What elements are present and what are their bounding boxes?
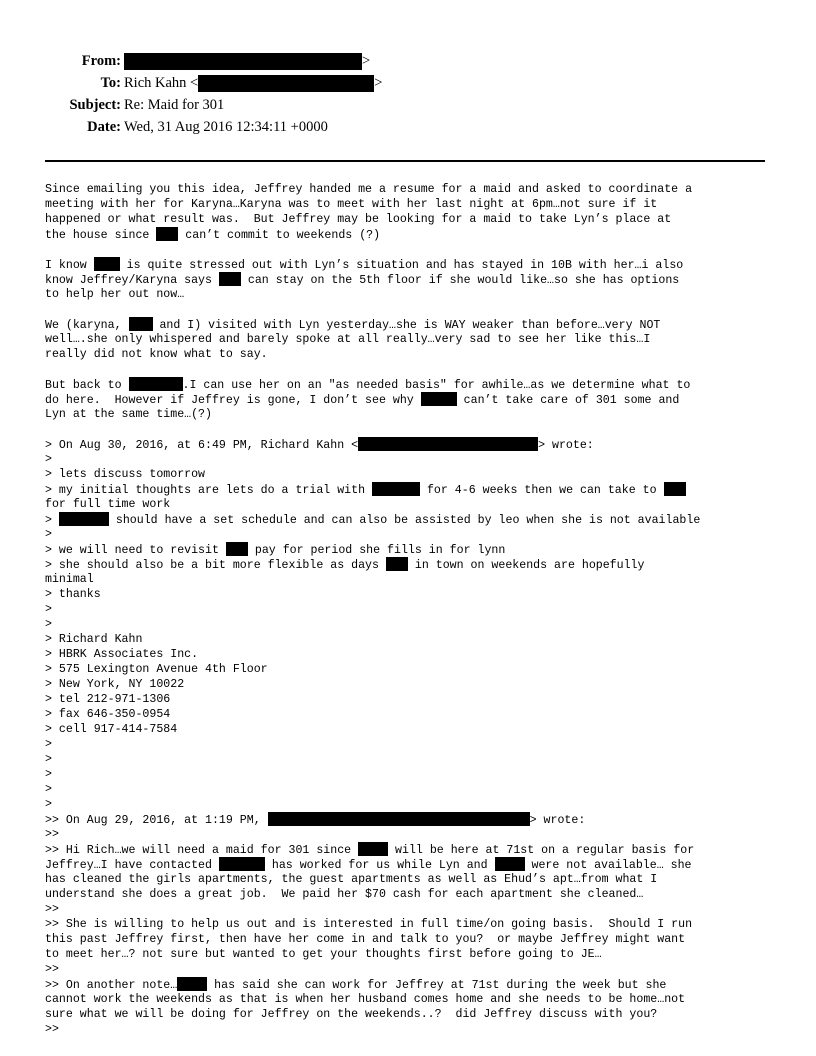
quote-line: > thanks <box>45 588 101 601</box>
body-line: Lyn at the same time…(?) <box>45 408 212 421</box>
body-line: Since emailing you this idea, Jeffrey handed me a resume for a maid and asked to coordinate a <box>45 183 693 196</box>
to-value: Rich Kahn < > <box>124 75 383 91</box>
quote-line: > <box>45 453 52 466</box>
redaction-box <box>268 812 530 826</box>
body-line: the house since can’t commit to weekends (?) <box>45 229 381 242</box>
quote-line: understand she does a great job. We paid her $70 cash for each apartment she cleaned… <box>45 888 644 901</box>
quote-line: >> <box>45 963 59 976</box>
redaction-box <box>386 557 408 571</box>
quote-line: > <box>45 768 52 781</box>
redaction-box <box>219 272 241 286</box>
quote-line: for full time work <box>45 498 171 511</box>
signature-company: > HBRK Associates Inc. <box>45 648 199 661</box>
redaction-box <box>59 512 109 526</box>
quote-line: >> She is willing to help us out and is interested in full time/on going basis. Should I run <box>45 918 693 931</box>
blank-line <box>45 422 785 437</box>
redaction-box <box>372 482 420 496</box>
quote-line: >> On Aug 29, 2016, at 1:19 PM, > wrote: <box>45 814 586 827</box>
date-value: Wed, 31 Aug 2016 12:34:11 +0000 <box>124 119 328 135</box>
redaction-box <box>358 437 538 451</box>
subject-value: Re: Maid for 301 <box>124 97 225 113</box>
redaction-box <box>124 53 362 70</box>
quote-line: > <box>45 783 52 796</box>
redaction-box <box>664 482 686 496</box>
redaction-box <box>94 257 120 271</box>
to-row <box>0 72 816 94</box>
subject-label: Subject: <box>69 97 121 113</box>
redaction-box <box>226 542 248 556</box>
redaction-box <box>198 75 374 92</box>
redaction-box <box>156 227 178 241</box>
blank-line <box>45 242 785 257</box>
blank-line <box>45 302 785 317</box>
body-line: know Jeffrey/Karyna says can stay on the 5th floor if she would like…so she has options <box>45 274 680 287</box>
redaction-box <box>177 977 207 991</box>
body-line: I know is quite stressed out with Lyn’s situation and has stayed in 10B with her…i also <box>45 259 684 272</box>
quote-line: >> <box>45 828 59 841</box>
quote-line: > On Aug 30, 2016, at 6:49 PM, Richard Kahn < > wrote: <box>45 439 594 452</box>
quote-line: > <box>45 753 52 766</box>
signature-tel: > tel 212-971-1306 <box>45 693 171 706</box>
body-line: really did not know what to say. <box>45 348 268 361</box>
body-line: do here. However if Jeffrey is gone, I don’t see why can’t take care of 301 some and <box>45 394 680 407</box>
quote-line: >> On another note… has said she can work for Jeffrey at 71st during the week but she <box>45 979 667 992</box>
from-value: > <box>124 50 370 72</box>
to-label: To: <box>100 75 121 91</box>
quote-line: > <box>45 798 52 811</box>
quote-line: >> <box>45 903 59 916</box>
email-body <box>45 182 785 1037</box>
quote-line: > <box>45 618 52 631</box>
quote-line: has cleaned the girls apartments, the guest apartments as well as Ehud’s apt…from what I <box>45 873 658 886</box>
body-line: to help her out now… <box>45 288 185 301</box>
from-row <box>0 50 816 72</box>
quote-line: Jeffrey…I have contacted has worked for us while Lyn and were not available… she <box>45 859 692 872</box>
quote-line: sure what we will be doing for Jeffrey on the weekends..? did Jeffrey discuss with you? <box>45 1008 658 1021</box>
quote-line: > <box>45 528 52 541</box>
body-line: meeting with her for Karyna…Karyna was to meet with her last night at 6pm…not sure if it <box>45 198 658 211</box>
header-divider <box>45 160 765 162</box>
body-line: happened or what result was. But Jeffrey may be looking for a maid to take Lyn’s place at <box>45 213 672 226</box>
signature-address: > 575 Lexington Avenue 4th Floor <box>45 663 268 676</box>
quote-line: >> <box>45 1023 59 1036</box>
quote-line: > should have a set schedule and can also be assisted by leo when she is not available <box>45 514 701 527</box>
signature-cell: > cell 917-414-7584 <box>45 723 178 736</box>
signature-name: > Richard Kahn <box>45 633 143 646</box>
redaction-box <box>129 317 153 331</box>
signature-city: > New York, NY 10022 <box>45 678 185 691</box>
body-line: well….she only whispered and barely spoke at all really…very sad to see her like this…I <box>45 333 651 346</box>
body-line: But back to .I can use her on an "as needed basis" for awhile…as we determine what to <box>45 379 691 392</box>
quote-line: > <box>45 603 52 616</box>
quote-line: > lets discuss tomorrow <box>45 468 206 481</box>
body-line: We (karyna, and I) visited with Lyn yesterday…she is WAY weaker than before…very NOT <box>45 319 661 332</box>
quote-line: > we will need to revisit pay for period she fills in for lynn <box>45 544 506 557</box>
blank-line <box>45 362 785 377</box>
redaction-box <box>219 857 265 871</box>
subject-row <box>0 94 816 116</box>
redaction-box <box>129 377 183 391</box>
date-row <box>0 116 816 138</box>
quote-line: this past Jeffrey first, then have her come in and talk to you? or maybe Jeffrey might want <box>45 933 686 946</box>
quote-line: > she should also be a bit more flexible as days in town on weekends are hopefully <box>45 559 645 572</box>
signature-fax: > fax 646-350-0954 <box>45 708 171 721</box>
quote-line: cannot work the weekends as that is when her husband comes home and she needs to be home…not <box>45 993 686 1006</box>
email-header <box>0 50 816 138</box>
quote-line: minimal <box>45 573 94 586</box>
from-label: From: <box>81 53 121 69</box>
quote-line: >> Hi Rich…we will need a maid for 301 since will be here at 71st on a regular basis for <box>45 844 695 857</box>
quote-line: > my initial thoughts are lets do a trial with for 4-6 weeks then we can take to <box>45 482 785 497</box>
quote-line: to meet her…? not sure but wanted to get your thoughts first before going to JE… <box>45 948 602 961</box>
date-label: Date: <box>87 119 121 135</box>
redaction-box <box>495 857 525 871</box>
redaction-box <box>421 392 457 406</box>
quote-line: > <box>45 738 52 751</box>
redaction-box <box>358 842 388 856</box>
